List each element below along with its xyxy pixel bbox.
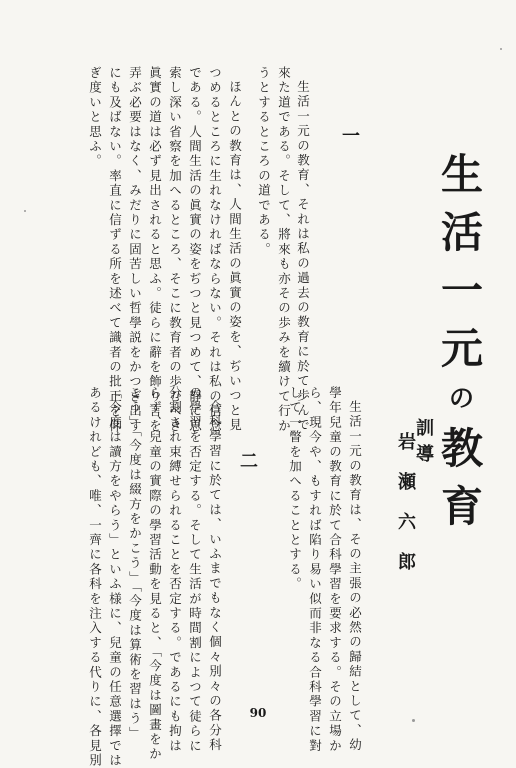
text-column: 合科學習に於ては、いふまでもなく個々別々の各分科 [207,400,223,753]
text-column: あるけれども、唯、一齊に各科を注入する代りに、各見別 [87,386,103,768]
text-column: ぎ度いと思ふ。 [87,66,103,169]
author-byline [396,418,432,592]
scan-speck [24,210,26,212]
scan-speck [500,48,502,50]
article-title: 生活一元の教育 [435,152,484,542]
text-column: うとするところの道である。 [256,66,272,258]
text-column: らず、兒童の實際の學習活動を見ると、「今度は圖畫をか [147,386,163,762]
text-column: である。人間生活の眞實の姿をぢつと見つめて、靜に思 [187,66,203,434]
text-column: 「今度は讀方をやらう」といふ様に、兒童の任意選擇では [107,386,123,768]
page-number: 90 [249,706,267,720]
author-name: 岩瀬六郎 [395,432,416,592]
text-column: にも及ばない。率直に信ずる所を述べて識者の批正を仰 [107,66,123,434]
scan-speck [412,719,415,722]
text-column: の學習を否定する。そして生活が時間割によつて徒らに [187,386,203,754]
section-heading-one: 一 [339,126,360,144]
section-heading-two: 二 [237,451,258,469]
text-column: 眞實の道は必ず見出されると思ふ。徒らに辭を飾り言を [147,66,163,434]
text-column: つめるところに生れなければならない。それは私の信念 [207,66,223,434]
text-column: ら、現今や、もすれば陷り易い似而非なる合科學習に對 [307,386,323,754]
text-column: ほんとの教育は、人間生活の眞實の姿を、ぢいつと見 [227,80,243,433]
text-column: 分割され束縛せられることを否定する。であるにも拘は [167,386,183,754]
text-column: こう」「今度は綴方をかこう」「今度は算術を習はう」 [127,386,143,741]
text-column: 學年兒童の教育に於て合科學習を要求する。その立場か [327,386,343,754]
text-column: 索し深い省察を加へるところ、そこに教育者の歩むべき [167,66,183,434]
text-column: して一瞥を加へることとする。 [287,386,303,592]
text-column: 來た道である。そして、將來も亦その歩みを續けて行か [276,66,292,434]
text-column: 生活一元の教育、それは私の過去の教育に於て歩んで [295,80,311,433]
text-column: 生活一元の教育は、その主張の必然の歸結として、幼 [347,400,363,753]
text-column: 弄ぶ必要はなく、みだりに固苦しい哲學説をかつぎ出す [127,66,143,434]
author-role: 訓導 [413,418,434,470]
